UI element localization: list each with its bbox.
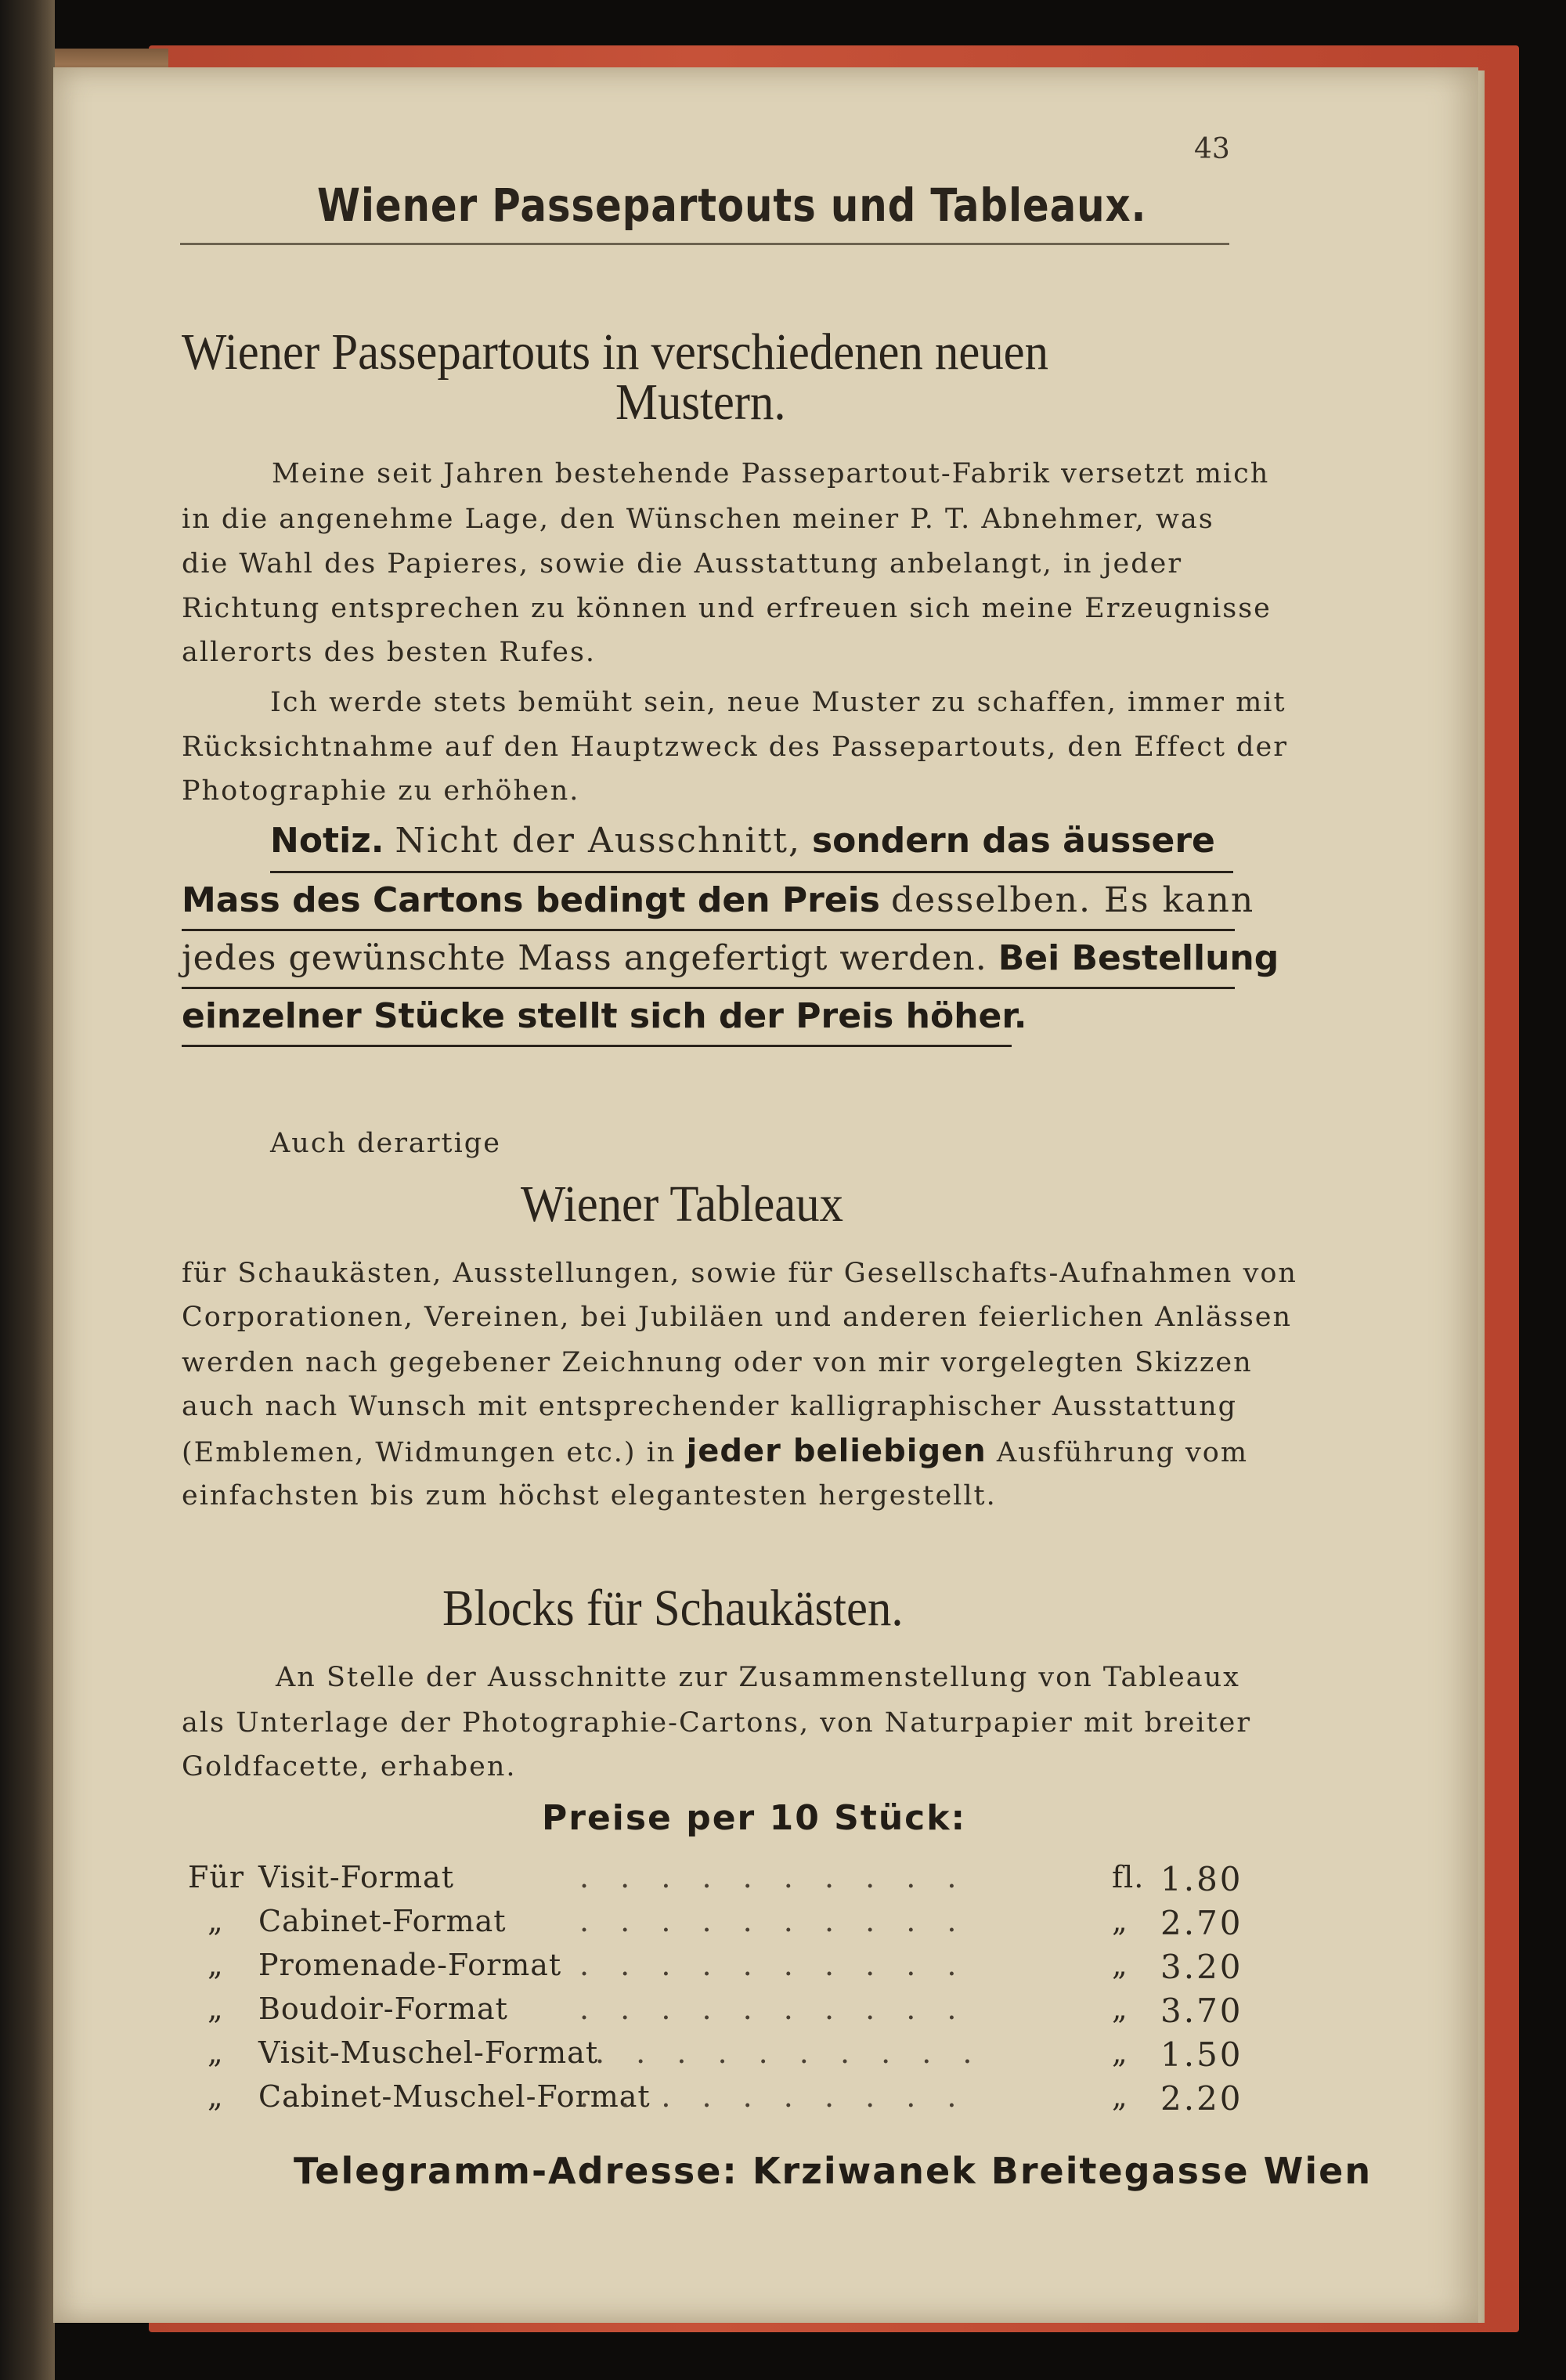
running-head: Wiener Passepartouts und Tableaux. bbox=[317, 179, 1147, 232]
price-label: Cabinet-Format bbox=[258, 1904, 507, 1938]
notiz-underline bbox=[270, 871, 1233, 873]
header-rule bbox=[180, 243, 1229, 245]
price-value: 3.70 bbox=[1160, 1992, 1243, 2030]
paragraph-line: Corporationen, Vereinen, bei Jubiläen und anderen feierlichen Anlässen bbox=[182, 1302, 1293, 1333]
price-value: 2.70 bbox=[1160, 1904, 1243, 1942]
price-prefix: „ bbox=[207, 2079, 224, 2114]
price-label: Promenade-Format bbox=[258, 1948, 562, 1982]
price-prefix: „ bbox=[207, 1904, 224, 1938]
price-leader-dots: . . . . . . . . . . bbox=[595, 2035, 983, 2070]
paragraph-line: allerorts des besten Rufes. bbox=[182, 637, 597, 668]
paragraph-line: einfachsten bis zum höchst elegantesten hergestellt. bbox=[182, 1480, 997, 1511]
prices-heading: Preise per 10 Stück: bbox=[542, 1798, 967, 1838]
paragraph-line: werden nach gegebener Zeichnung oder von mir vorgelegten Skizzen bbox=[182, 1347, 1253, 1378]
price-prefix: „ bbox=[207, 1948, 224, 1982]
price-prefix: „ bbox=[207, 2035, 224, 2070]
paragraph-line: An Stelle der Ausschnitte zur Zusammenstellung von Tableaux bbox=[276, 1662, 1240, 1693]
price-leader-dots: . . . . . . . . . . bbox=[579, 1904, 968, 1938]
price-label: Visit-Muschel-Format bbox=[258, 2035, 599, 2070]
price-leader-dots: . . . . . . . . . . bbox=[579, 2079, 968, 2114]
notiz-line-2: Mass des Cartons bedingt den Preis desselben. Es kann bbox=[182, 880, 1255, 920]
price-value: 3.20 bbox=[1160, 1948, 1243, 1986]
paragraph-line: Ich werde stets bemüht sein, neue Muster zu schaffen, immer mit bbox=[270, 687, 1286, 718]
paragraph-line: Meine seit Jahren bestehende Passepartout-Fabrik versetzt mich bbox=[272, 458, 1270, 489]
price-currency: „ bbox=[1112, 1904, 1128, 1938]
section-title-passepartouts: Wiener Passepartouts in verschiedenen neuen bbox=[182, 323, 1048, 381]
price-currency: „ bbox=[1112, 2079, 1128, 2114]
notiz-label: Notiz. bbox=[270, 821, 384, 861]
section-title-passepartouts-line2: Mustern. bbox=[615, 374, 786, 431]
notiz-line-1: Notiz. Nicht der Ausschnitt, sondern das äussere bbox=[270, 821, 1215, 861]
price-prefix: Für bbox=[188, 1860, 245, 1894]
section-title-tableaux: Wiener Tableaux bbox=[521, 1176, 843, 1233]
notiz-line-3: jedes gewünschte Mass angefertigt werden. Bei Bestellung bbox=[182, 938, 1279, 978]
paragraph-line: als Unterlage der Photographie-Cartons, von Naturpapier mit breiter bbox=[182, 1707, 1252, 1739]
price-leader-dots: . . . . . . . . . . bbox=[579, 1860, 968, 1894]
page-number: 43 bbox=[1194, 133, 1230, 165]
notiz-line-4: einzelner Stücke stellt sich der Preis höher. bbox=[182, 996, 1027, 1036]
price-currency: „ bbox=[1112, 1948, 1128, 1982]
book-gutter bbox=[0, 0, 55, 2380]
price-leader-dots: . . . . . . . . . . bbox=[579, 1992, 968, 2026]
price-leader-dots: . . . . . . . . . . bbox=[579, 1948, 968, 1982]
paragraph-line: Goldfacette, erhaben. bbox=[182, 1751, 517, 1782]
price-currency: fl. bbox=[1112, 1860, 1145, 1894]
notiz-underline bbox=[182, 1045, 1012, 1047]
section-title-blocks: Blocks für Schaukästen. bbox=[442, 1580, 904, 1637]
notiz-underline bbox=[182, 987, 1235, 989]
notiz-underline bbox=[182, 929, 1235, 931]
price-label: Boudoir-Format bbox=[258, 1992, 508, 2026]
price-label: Visit-Format bbox=[258, 1860, 454, 1894]
price-label: Cabinet-Muschel-Format bbox=[258, 2079, 651, 2114]
paragraph-line: für Schaukästen, Ausstellungen, sowie für Gesellschafts-Aufnahmen von bbox=[182, 1258, 1297, 1289]
price-currency: „ bbox=[1112, 1992, 1128, 2026]
paragraph-line: (Emblemen, Widmungen etc.) in jeder beliebigen Ausführung vom bbox=[182, 1433, 1249, 1469]
price-currency: „ bbox=[1112, 2035, 1128, 2070]
paragraph-line: Richtung entsprechen zu können und erfreuen sich meine Erzeugnisse bbox=[182, 593, 1272, 624]
price-value: 1.80 bbox=[1160, 1860, 1243, 1898]
paragraph-line: Rücksichtnahme auf den Hauptzweck des Passepartouts, den Effect der bbox=[182, 731, 1289, 763]
telegram-address: Telegramm-Adresse: Krziwanek Breitegasse Wien bbox=[294, 2150, 1373, 2192]
price-value: 1.50 bbox=[1160, 2035, 1243, 2074]
section-intro: Auch derartige bbox=[270, 1128, 501, 1159]
paragraph-line: Photographie zu erhöhen. bbox=[182, 775, 580, 807]
paragraph-line: auch nach Wunsch mit entsprechender kalligraphischer Ausstattung bbox=[182, 1391, 1238, 1422]
paragraph-line: in die angenehme Lage, den Wünschen meiner P. T. Abnehmer, was bbox=[182, 504, 1214, 535]
price-value: 2.20 bbox=[1160, 2079, 1243, 2118]
paragraph-line: die Wahl des Papieres, sowie die Ausstattung anbelangt, in jeder bbox=[182, 548, 1183, 580]
price-prefix: „ bbox=[207, 1992, 224, 2026]
